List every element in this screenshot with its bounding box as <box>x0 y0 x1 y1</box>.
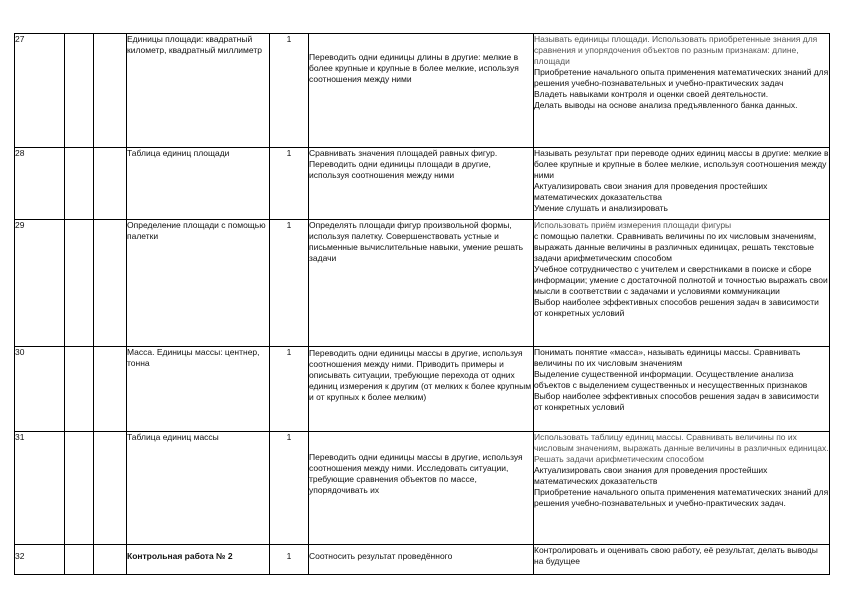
result-item: Выбор наиболее эффективных способов решения задач в зависимости от конкретных условий <box>534 391 819 412</box>
result-item: Приобретение начального опыта применения математических знаний для решения учебно-познавательных и учебно-практических задач. <box>534 487 829 508</box>
lesson-number: 31 <box>15 432 65 545</box>
lesson-hours: 1 <box>270 148 309 220</box>
result-item: Понимать понятие «масса», называть единицы массы. Сравнивать величины по их числовым значениям <box>534 347 801 368</box>
lesson-hours: 1 <box>270 34 309 148</box>
result-item: Учебное сотрудничество с учителем и сверстниками в поиске и сборе информации; умение с достаточной полнотой и точностью выражать свои мысли в соответствии с задачами и условиями коммуникации <box>534 264 828 296</box>
planned-results <box>534 545 830 575</box>
result-item: Приобретение начального опыта применения математических знаний для решения учебно-познавательных и учебно-практических задач <box>534 67 829 88</box>
table-row <box>15 347 830 432</box>
table-row <box>15 34 830 148</box>
lesson-hours: 1 <box>270 220 309 347</box>
result-item: Владеть навыками контроля и оценки своей деятельности. <box>534 89 769 99</box>
date-plan-cell <box>65 148 94 220</box>
planned-results <box>534 34 830 148</box>
date-plan-cell <box>65 220 94 347</box>
result-item: Контролировать и оценивать свою работу, её результат, делать выводы на будущее <box>534 545 818 566</box>
result-item: Выбор наиболее эффективных способов решения задач в зависимости от конкретных условий <box>534 297 819 318</box>
date-fact-cell <box>94 34 127 148</box>
lesson-topic: Определение площади с помощью палетки <box>127 220 270 347</box>
student-activity: Определять площади фигур произвольной формы, используя палетку. Совершенствовать устные и письменные вычислительные навыки, умение решать задачи <box>309 220 534 347</box>
result-item: с помощью палетки. Сравнивать величины по их числовым значениям, выражать данные величины в различных единицах, решать текстовые задачи арифметическим способом <box>534 231 817 263</box>
date-fact-cell <box>94 148 127 220</box>
table-row <box>15 148 830 220</box>
result-item: Актуализировать свои знания для проведения простейших математических доказательств <box>534 465 768 486</box>
student-activity: Сравнивать значения площадей равных фигур. Переводить одни единицы площади в другие, используя соотношения между ними <box>309 148 534 220</box>
lesson-topic: Единицы площади: квадратный километр, квадратный миллиметр <box>127 34 270 148</box>
lesson-number: 27 <box>15 34 65 148</box>
lesson-hours: 1 <box>270 432 309 545</box>
lesson-plan-table <box>14 33 830 575</box>
lesson-topic: Таблица единиц массы <box>127 432 270 545</box>
lesson-hours: 1 <box>270 545 309 575</box>
date-fact-cell <box>94 220 127 347</box>
result-item: Использовать таблицу единиц массы. Сравнивать величины по их числовым значениям, выражать данные величины в различных единицах. Решать задачи арифметическим способом <box>534 432 829 464</box>
date-plan-cell <box>65 34 94 148</box>
result-item: Называть единицы площади. Использовать приобретенные знания для сравнения и упорядочения объектов по разным признакам: длине, площади <box>534 34 818 66</box>
planned-results <box>534 347 830 432</box>
lesson-topic: Масса. Единицы массы: центнер, тонна <box>127 347 270 432</box>
result-item: Использовать приём измерения площади фигуры <box>534 220 732 230</box>
lesson-number: 28 <box>15 148 65 220</box>
planned-results <box>534 148 830 220</box>
table-row <box>15 220 830 347</box>
date-fact-cell <box>94 545 127 575</box>
student-activity: Переводить одни единицы массы в другие, используя соотношения между ними. Исследовать ситуации, требующие сравнения объектов по массе, упорядочивать их <box>309 432 534 545</box>
lesson-number: 32 <box>15 545 65 575</box>
lesson-topic: Таблица единиц площади <box>127 148 270 220</box>
date-plan-cell <box>65 347 94 432</box>
date-plan-cell <box>65 545 94 575</box>
result-item: Выделение существенной информации. Осуществление анализа объектов с выделением существенных и несущественных признаков <box>534 369 808 390</box>
student-activity: Переводить одни единицы длины в другие: мелкие в более крупные и крупные в более мелкие, используя соотношения между ними <box>309 34 534 148</box>
student-activity: Соотносить результат проведённого <box>309 545 534 575</box>
result-item: Актуализировать свои знания для проведения простейших математических доказательства <box>534 181 768 202</box>
lesson-topic: Контрольная работа № 2 <box>127 545 270 575</box>
result-item: Делать выводы на основе анализа предъявленного банка данных. <box>534 100 798 110</box>
date-plan-cell <box>65 432 94 545</box>
table-row <box>15 432 830 545</box>
result-item: Умение слушать и анализировать <box>534 203 668 213</box>
lesson-number: 29 <box>15 220 65 347</box>
student-activity: Переводить одни единицы массы в другие, используя соотношения между ними. Приводить примеры и описывать ситуации, требующие перехода от одних единиц измерения к другим (от мелких к более крупным и от крупных к более мелким) <box>309 347 534 432</box>
lesson-hours: 1 <box>270 347 309 432</box>
date-fact-cell <box>94 432 127 545</box>
table-row <box>15 545 830 575</box>
result-item: Называть результат при переводе одних единиц массы в другие: мелкие в более крупные и крупные в более мелкие, используя соотношения между ними <box>534 148 829 180</box>
planned-results <box>534 432 830 545</box>
date-fact-cell <box>94 347 127 432</box>
planned-results <box>534 220 830 347</box>
lesson-number: 30 <box>15 347 65 432</box>
